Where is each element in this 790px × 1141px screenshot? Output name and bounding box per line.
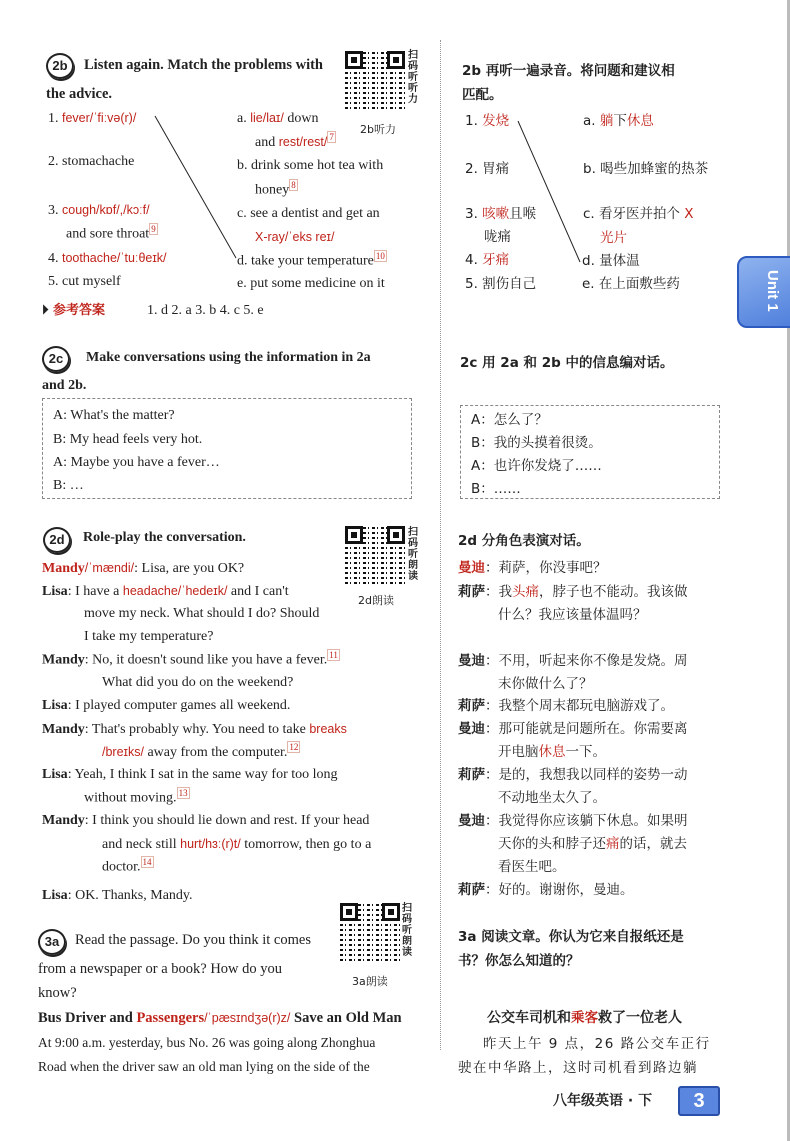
text-segment: 1. xyxy=(465,113,483,129)
text-segment: honey xyxy=(255,182,290,198)
text-segment: ：莉萨，你没事吧？ xyxy=(485,560,607,576)
speaker-name: Mandy xyxy=(42,722,85,737)
speaker-name: Passengers xyxy=(136,1010,205,1026)
section-2b-title-cont: the advice. xyxy=(46,86,113,102)
unit-tab-label: Unit 1 xyxy=(764,270,781,312)
vocab-word: /ˈmændi/ xyxy=(84,561,135,575)
dialogue-line xyxy=(498,858,566,876)
conversation-box-zh xyxy=(460,405,720,499)
qr-caption-2d: 2d朗读 xyxy=(358,594,394,607)
dialogue-line xyxy=(84,789,190,808)
dialogue-line xyxy=(498,675,593,693)
text-segment: from a newspaper or a book? How do you xyxy=(38,961,283,977)
dialogue-line xyxy=(498,789,606,807)
vocab-word: cough/kɒf/,/kɔːf/ xyxy=(62,203,150,217)
section-badge-2b: 2b xyxy=(46,53,74,79)
text-segment: ：好的。谢谢你，曼迪。 xyxy=(485,882,634,898)
text-segment: 不动地坐太久了。 xyxy=(498,790,606,806)
text-segment: 看医生吧。 xyxy=(498,859,566,875)
match-line-en xyxy=(155,116,236,258)
dialogue-line xyxy=(458,812,688,830)
unit-tab[interactable] xyxy=(737,256,790,328)
dialogue-line xyxy=(42,887,193,905)
text-segment: 昨天上午 9 点，26 路公交车正行 xyxy=(483,1036,711,1052)
vocab-word: hurt/hɜː(r)t/ xyxy=(180,837,241,851)
speaker-name: Lisa xyxy=(42,584,68,599)
answers: 1. d 2. a 3. b 4. c 5. e xyxy=(147,303,264,318)
text-segment: 3a 阅读文章。你认为它来自报纸还是 xyxy=(458,929,684,945)
footnote-marker: 9 xyxy=(151,224,156,234)
speaker-name: Mandy xyxy=(42,652,85,668)
answer-label xyxy=(42,302,105,320)
play-icon[interactable]: ⏵ xyxy=(42,303,49,318)
text-segment: Road when the driver saw an old man lying on the side of the xyxy=(38,1059,370,1074)
text-segment: 天你的头和脖子还 xyxy=(498,836,606,852)
footnote-marker: 14 xyxy=(142,857,152,867)
text-segment: b. drink some hot tea with xyxy=(237,158,384,173)
dialogue-line xyxy=(498,835,687,853)
speaker-name: 莉萨 xyxy=(458,767,485,783)
text-segment: ：我 xyxy=(485,584,512,600)
text-segment: Read the passage. Do you think it comes xyxy=(75,932,311,948)
conv-line: A: What's the matter? xyxy=(53,408,175,423)
text-segment: 5. cut myself xyxy=(48,274,121,289)
text-segment: b. 喝些加蜂蜜的热茶 xyxy=(583,161,709,177)
passage-title xyxy=(38,1009,402,1027)
text-segment: : No, it doesn't sound like you have a fever. xyxy=(84,652,328,668)
text-segment: 1. xyxy=(48,111,62,126)
speaker-name: Lisa xyxy=(42,767,68,782)
qr-side-label: 扫码听朗读 xyxy=(402,903,412,958)
text-segment: a. xyxy=(237,111,251,126)
zh-passage-line xyxy=(458,1059,698,1077)
zh-advice-c-cont xyxy=(600,229,627,247)
text-segment: : Yeah, I think I sat in the same way for too long xyxy=(67,767,338,782)
speaker-name: 莉萨 xyxy=(458,584,485,600)
text-segment: move my neck. What should I do? Should xyxy=(84,606,320,621)
section-badge-2d: 2d xyxy=(43,527,71,553)
zh-2b-title-cont: 匹配。 xyxy=(462,87,503,103)
dialogue-line xyxy=(458,559,607,577)
text-segment: 5. 割伤自己 xyxy=(465,276,537,292)
text-segment: 咙痛 xyxy=(484,229,511,245)
zh-advice-c xyxy=(583,205,694,223)
vocab-word: 光片 xyxy=(600,230,627,246)
text-segment: ，脖子也不能动。我该做 xyxy=(539,584,688,600)
speaker-name: Mandy xyxy=(42,813,85,828)
text-segment: d. 量体温 xyxy=(582,253,640,269)
conv-line: A：怎么了？ xyxy=(471,412,548,428)
text-segment: 开电脑 xyxy=(498,744,539,760)
text-segment: 的话，就去 xyxy=(619,836,687,852)
text-segment: 书？你怎么知道的？ xyxy=(458,953,580,969)
dialogue-line xyxy=(458,881,634,899)
speaker-name: 曼迪 xyxy=(458,560,485,576)
qr-code-3a[interactable] xyxy=(340,903,400,961)
vocab-word: /ˈpæsɪndʒə(r)z/ xyxy=(204,1011,291,1025)
dialogue-line xyxy=(42,582,289,601)
book-title: 八年级英语 · 下 xyxy=(553,1093,653,1109)
conv-line: B：…… xyxy=(471,481,521,497)
qr-side-label: 扫码听听力 xyxy=(408,50,418,105)
footnote-marker: 10 xyxy=(375,251,385,261)
dialogue-line xyxy=(42,651,340,670)
conv-line: B: My head feels very hot. xyxy=(53,432,203,447)
speaker-name: 曼迪 xyxy=(458,653,485,669)
vocab-word: 牙痛 xyxy=(482,252,510,268)
text-segment: : I think you should lie down and rest. If your head xyxy=(84,813,370,828)
text-segment: : OK. Thanks, Mandy. xyxy=(67,888,193,903)
section-2c-title-cont: and 2b. xyxy=(42,378,87,393)
vocab-word: breaks xyxy=(309,722,347,736)
dialogue-line xyxy=(42,559,244,578)
conversation-box-en xyxy=(42,398,412,499)
zh-advice-b xyxy=(583,160,708,178)
vocab-word: 乘客 xyxy=(571,1010,598,1026)
text-segment: ：是的，我想我以同样的姿势一动 xyxy=(485,767,688,783)
zh-advice-d xyxy=(582,252,640,270)
text-segment: 4. xyxy=(48,251,62,266)
zh-problem-5 xyxy=(465,275,536,293)
dialogue-line xyxy=(42,812,369,830)
speaker-name: Save an Old Man xyxy=(290,1010,402,1026)
section-2c-title: Make conversations using the information in 2a xyxy=(86,350,371,365)
dialogue-line xyxy=(498,743,606,761)
text-segment: 2. stomachache xyxy=(48,154,135,169)
vocab-word: 发烧 xyxy=(482,113,510,129)
vocab-word: X xyxy=(684,206,694,222)
vocab-word: 痛 xyxy=(606,836,620,852)
zh-problem-2 xyxy=(465,160,509,178)
qr-caption-3a: 3a朗读 xyxy=(352,975,388,988)
dialogue-line xyxy=(102,674,293,692)
text-segment: 末你做什么了？ xyxy=(498,676,593,692)
page-number: 3 xyxy=(678,1086,720,1116)
text-segment: 3. xyxy=(48,203,62,218)
qr-code-2d[interactable] xyxy=(345,526,405,584)
text-segment: I take my temperature? xyxy=(84,629,214,644)
qr-side-label: 扫码听朗读 xyxy=(408,527,418,582)
text-segment: c. 看牙医并拍个 xyxy=(583,206,685,222)
dialogue-line xyxy=(84,605,319,623)
text-segment: tomorrow, then go to a xyxy=(240,837,372,852)
dialogue-line xyxy=(102,835,371,854)
answer-label-text: 参考答案 xyxy=(53,303,106,318)
section-3a-title-cont xyxy=(38,984,77,1002)
speaker-name: Bus Driver and xyxy=(38,1010,137,1026)
zh-3a-title-cont xyxy=(458,952,580,970)
match-line-zh xyxy=(518,121,580,262)
text-segment: 公交车司机和 xyxy=(487,1010,571,1026)
footnote-marker: 12 xyxy=(289,742,299,753)
text-segment: e. 在上面敷些药 xyxy=(582,276,680,292)
dialogue-line xyxy=(84,628,213,646)
dialogue-line xyxy=(102,858,154,877)
text-segment: 下 xyxy=(613,113,627,129)
text-segment: away from the computer. xyxy=(143,745,288,760)
vocab-word: rest/rest/ xyxy=(278,135,328,149)
speaker-name: Mandy xyxy=(42,561,85,576)
text-segment: 一下。 xyxy=(565,744,606,760)
zh-problem-3 xyxy=(465,205,536,223)
zh-advice-a xyxy=(583,112,654,130)
text-segment: : I have a xyxy=(67,584,123,599)
section-2d-title: Role-play the conversation. xyxy=(83,530,246,545)
section-2b-title: Listen again. Match the problems with xyxy=(84,57,323,73)
footnote-marker: 8 xyxy=(291,180,296,190)
dialogue-line xyxy=(42,720,347,739)
text-segment: 4. xyxy=(465,252,483,268)
dialogue-line xyxy=(458,697,674,715)
footnote-marker: 11 xyxy=(329,650,338,660)
dialogue-line xyxy=(458,583,688,601)
conv-line: A：也许你发烧了…… xyxy=(471,458,602,474)
conv-line: B：我的头摸着很烫。 xyxy=(471,435,602,451)
vocab-word: fever/ˈfiːvə(r)/ xyxy=(62,111,137,125)
vocab-word: /breɪks/ xyxy=(102,745,144,759)
text-segment: without moving. xyxy=(84,790,177,806)
zh-2b-title: 2b 再听一遍录音。将问题和建议相 xyxy=(462,63,675,79)
section-badge-2c: 2c xyxy=(42,346,70,372)
section-3a-title xyxy=(75,931,311,949)
vocab-word: 头痛 xyxy=(512,584,539,600)
vocab-word: 休息 xyxy=(626,113,654,129)
passage-line xyxy=(38,1034,375,1052)
text-segment: 驶在中华路上，这时司机看到路边躺 xyxy=(458,1060,698,1076)
vocab-word: 咳嗽 xyxy=(482,206,510,222)
dialogue-line xyxy=(458,766,688,784)
text-segment: ：那可能就是问题所在。你需要离 xyxy=(485,721,688,737)
zh-passage-title xyxy=(487,1009,682,1027)
text-segment: 且喉 xyxy=(509,206,537,222)
dialogue-line xyxy=(42,697,290,715)
text-segment: and neck still xyxy=(102,837,181,852)
speaker-name: 曼迪 xyxy=(458,813,485,829)
conv-line: B: … xyxy=(53,478,84,493)
dialogue-line xyxy=(458,720,688,738)
zh-passage-line xyxy=(483,1035,711,1053)
vocab-word: 躺 xyxy=(599,113,614,129)
text-segment: ：我整个周末都玩电脑游戏了。 xyxy=(485,698,674,714)
vocab-word: headache/ˈhedeɪk/ xyxy=(122,584,228,598)
zh-problem-3-cont xyxy=(484,228,511,246)
passage-line xyxy=(38,1058,370,1076)
vocab-word: 休息 xyxy=(538,744,566,760)
text-segment: and I can't xyxy=(227,584,289,599)
zh-2d-title: 2d 分角色表演对话。 xyxy=(458,533,590,549)
dialogue-line xyxy=(498,606,647,624)
speaker-name: Lisa xyxy=(42,698,68,713)
speaker-name: 莉萨 xyxy=(458,698,485,714)
text-segment: and xyxy=(255,135,279,150)
vocab-word: lie/laɪ/ xyxy=(250,111,284,125)
zh-3a-title xyxy=(458,928,684,946)
text-segment: doctor. xyxy=(102,859,141,875)
zh-advice-e xyxy=(582,275,680,293)
text-segment: 救了一位老人 xyxy=(598,1010,682,1026)
text-segment: 2. 胃痛 xyxy=(465,161,510,177)
section-badge-3a: 3a xyxy=(38,929,66,955)
zh-problem-1 xyxy=(465,112,509,130)
dialogue-line xyxy=(458,652,688,670)
text-segment: down xyxy=(283,111,319,126)
text-segment: ：不用，听起来你不像是发烧。周 xyxy=(485,653,688,669)
zh-2c-title: 2c 用 2a 和 2b 中的信息编对话。 xyxy=(460,355,674,371)
text-segment: and sore throat xyxy=(66,226,150,242)
text-segment: know? xyxy=(38,985,77,1001)
text-segment: : I played computer games all weekend. xyxy=(67,698,291,713)
text-segment: : That's probably why. You need to take xyxy=(84,722,310,737)
text-segment: At 9:00 a.m. yesterday, bus No. 26 was going along Zhonghua xyxy=(38,1035,376,1050)
vocab-word: toothache/ˈtuːθeɪk/ xyxy=(62,251,167,265)
text-segment: 3. xyxy=(465,206,483,222)
dialogue-line xyxy=(42,766,338,784)
footnote-marker: 7 xyxy=(329,132,334,143)
text-segment: What did you do on the weekend? xyxy=(102,675,294,690)
section-3a-title-cont xyxy=(38,960,282,978)
text-segment: : Lisa, are you OK? xyxy=(134,561,245,576)
vocab-word: X-ray/ˈeks reɪ/ xyxy=(255,230,335,244)
text-segment: a. xyxy=(583,113,600,129)
text-segment: e. put some medicine on it xyxy=(237,276,385,291)
text-segment: ：我觉得你应该躺下休息。如果明 xyxy=(485,813,688,829)
qr-caption-2b: 2b听力 xyxy=(360,123,396,136)
speaker-name: Lisa xyxy=(42,888,68,903)
zh-problem-4 xyxy=(465,251,509,269)
dialogue-line xyxy=(102,743,300,762)
conv-line: A: Maybe you have a fever… xyxy=(53,455,220,470)
speaker-name: 曼迪 xyxy=(458,721,485,737)
text-segment: 什么？我应该量体温吗？ xyxy=(498,607,647,623)
footnote-marker: 13 xyxy=(178,788,188,798)
text-segment: d. take your temperature xyxy=(237,253,374,269)
text-segment: c. see a dentist and get an xyxy=(237,206,380,221)
speaker-name: 莉萨 xyxy=(458,882,485,898)
